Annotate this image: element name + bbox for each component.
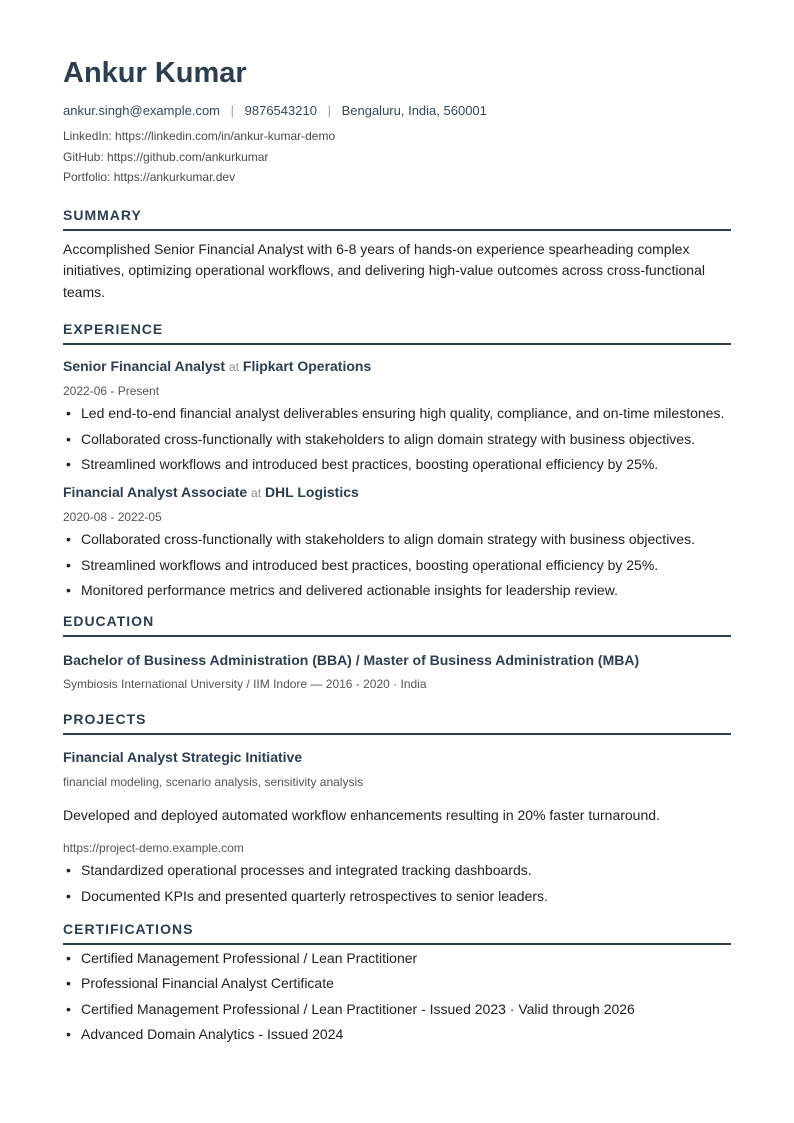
location: Bengaluru, India, 560001	[341, 103, 487, 118]
education-school: Symbiosis International University / IIM Indore — 2016 - 2020 · India	[63, 677, 427, 691]
job-title-line	[63, 482, 731, 503]
project-bullets	[63, 860, 731, 907]
education-section	[63, 613, 731, 693]
profile-links	[63, 126, 731, 188]
job-company: DHL Logistics	[264, 484, 359, 500]
project-link[interactable]: https://project-demo.example.com	[63, 841, 244, 855]
list-item: • Documented KPIs and presented quarterly retrospectives to senior leaders.	[63, 886, 731, 907]
experience-section	[63, 321, 731, 601]
job-role: Financial Analyst Associate	[63, 484, 248, 500]
job-at: at	[251, 486, 262, 500]
section-heading: SUMMARY	[63, 207, 731, 231]
list-item: • Professional Financial Analyst Certificate	[63, 973, 731, 994]
job-role: Senior Financial Analyst	[63, 358, 226, 374]
list-item: • Certified Management Professional / Lean Practitioner - Issued 2023 · Valid through 2026	[63, 999, 731, 1020]
list-item: • Collaborated cross-functionally with stakeholders to align domain strategy with business objectives.	[63, 429, 731, 450]
job-entry	[63, 356, 731, 475]
section-heading: CERTIFICATIONS	[63, 921, 731, 945]
job-at: at	[228, 360, 239, 374]
phone-number: 9876543210	[244, 103, 317, 118]
list-item: • Advanced Domain Analytics - Issued 2024	[63, 1024, 731, 1045]
certifications-section	[63, 921, 731, 1046]
project-tags: financial modeling, scenario analysis, sensitivity analysis	[63, 775, 364, 789]
email-link[interactable]: ankur.singh@example.com	[63, 103, 220, 118]
education-degree: Bachelor of Business Administration (BBA) / Master of Business Administration (MBA)	[63, 652, 640, 668]
section-heading: EDUCATION	[63, 613, 731, 637]
job-bullets	[63, 403, 731, 475]
job-company: Flipkart Operations	[242, 358, 372, 374]
list-item: • Streamlined workflows and introduced best practices, boosting operational efficiency by 25%.	[63, 454, 731, 475]
projects-section	[63, 711, 731, 907]
contact-separator: |	[230, 103, 235, 118]
job-entry	[63, 482, 731, 601]
github-link[interactable]: GitHub: https://github.com/ankurkumar	[63, 149, 269, 164]
resume-header	[63, 55, 731, 188]
section-heading: PROJECTS	[63, 711, 731, 735]
job-bullets	[63, 529, 731, 601]
job-title-line	[63, 356, 731, 377]
list-item: • Monitored performance metrics and delivered actionable insights for leadership review.	[63, 580, 731, 601]
certification-list	[63, 948, 731, 1046]
list-item: • Collaborated cross-functionally with stakeholders to align domain strategy with business objectives.	[63, 529, 731, 550]
contact-separator: |	[327, 103, 331, 118]
portfolio-link[interactable]: Portfolio: https://ankurkumar.dev	[63, 170, 236, 184]
project-title: Financial Analyst Strategic Initiative	[63, 749, 303, 765]
list-item: • Led end-to-end financial analyst deliverables ensuring high quality, compliance, and on-time milestones.	[63, 403, 731, 424]
list-item: • Standardized operational processes and integrated tracking dashboards.	[63, 860, 731, 881]
job-dates: 2022-06 - Present	[63, 384, 160, 398]
summary-section	[63, 207, 731, 304]
project-description: Developed and deployed automated workflow enhancements resulting in 20% faster turnaround.	[63, 807, 660, 823]
list-item: • Streamlined workflows and introduced best practices, boosting operational efficiency by 25%.	[63, 555, 731, 576]
list-item: • Certified Management Professional / Lean Practitioner	[63, 948, 731, 969]
summary-text: Accomplished Senior Financial Analyst with 6-8 years of hands-on experience spearheading complex initiatives, optimizing operational workflows, and delivering high-value outcomes across cross-functional teams.	[63, 240, 705, 300]
section-heading: EXPERIENCE	[63, 321, 731, 345]
candidate-name: Ankur Kumar	[63, 57, 247, 89]
linkedin-link[interactable]: LinkedIn: https://linkedin.com/in/ankur-kumar-demo	[63, 129, 336, 143]
contact-line	[63, 101, 731, 121]
job-dates: 2020-08 - 2022-05	[63, 510, 162, 524]
